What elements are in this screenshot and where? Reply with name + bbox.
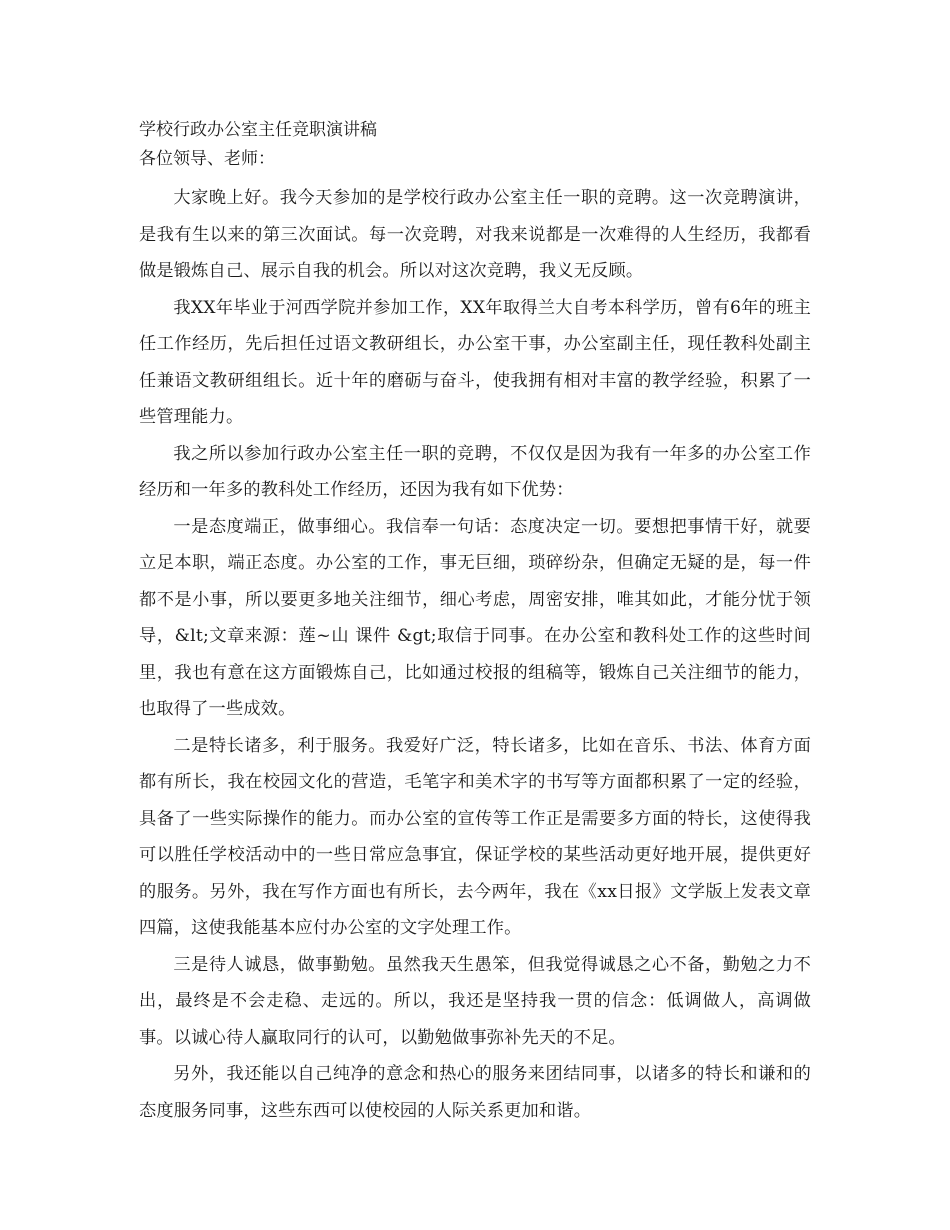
document-body [139,116,811,1129]
paragraph-advantage-three: 三是待人诚恳，做事勤勉。虽然我天生愚笨，但我觉得诚恳之心不备，勤勉之力不出，最终是不会走稳、走远的。所以，我还是坚持我一贯的信念：低调做人，高调做事。以诚心待人赢取同行的认可，以勤勉做事弥补先天的不足。 [139,954,811,1048]
document-title: 学校行政办公室主任竞职演讲稿 [139,120,377,140]
paragraph-greeting: 大家晚上好。我今天参加的是学校行政办公室主任一职的竞聘。这一次竞聘演讲，是我有生以来的第三次面试。每一次竞聘，对我来说都是一次难得的人生经历，我都看做是锻炼自己、展示自我的机会。所以对这次竞聘，我义无反顾。 [139,188,811,281]
paragraph-background: 我XX年毕业于河西学院并参加工作，XX年取得兰大自考本科学历，曾有6年的班主任工作经历，先后担任过语文教研组长，办公室干事，办公室副主任，现任教科处副主任兼语文教研组组长。近十年的磨砺与奋斗，使我拥有相对丰富的教学经验，积累了一些管理能力。 [139,297,811,427]
paragraph-additional: 另外，我还能以自己纯净的意念和热心的服务来团结同事，以诸多的特长和谦和的态度服务同事，这些东西可以使校园的人际关系更加和谐。 [139,1064,811,1121]
paragraph-advantage-one: 一是态度端正，做事细心。我信奉一句话：态度决定一切。要想把事情干好，就要立足本职，端正态度。办公室的工作，事无巨细，琐碎纷杂，但确定无疑的是，每一件都不是小事，所以要更多地关注细节，细心考虑，周密安排，唯其如此，才能分忧于领导，&lt;文章来源：莲~山 课件 &gt;取信于同事。在办公室和教科处工作的这些时间里，我也有意在这方面锻炼自己，比如通过校报的组稿等，锻炼自己关注细节的能力，也取得了一些成效。 [139,516,811,719]
paragraph-reasons-intro: 我之所以参加行政办公室主任一职的竞聘，不仅仅是因为我有一年多的办公室工作经历和一年多的教科处工作经历，还因为我有如下优势： [139,443,811,500]
paragraph-advantage-two: 二是特长诸多，利于服务。我爱好广泛，特长诸多，比如在音乐、书法、体育方面都有所长，我在校园文化的营造，毛笔字和美术字的书写等方面都积累了一定的经验，具备了一些实际操作的能力。而办公室的宣传等工作正是需要多方面的特长，这使得我可以胜任学校活动中的一些日常应急事宜，保证学校的某些活动更好地开展，提供更好的服务。另外，我在写作方面也有所长，去今两年，我在《xx日报》文学版上发表文章四篇，这使我能基本应付办公室的文字处理工作。 [139,735,811,938]
salutation: 各位领导、老师： [139,149,275,169]
